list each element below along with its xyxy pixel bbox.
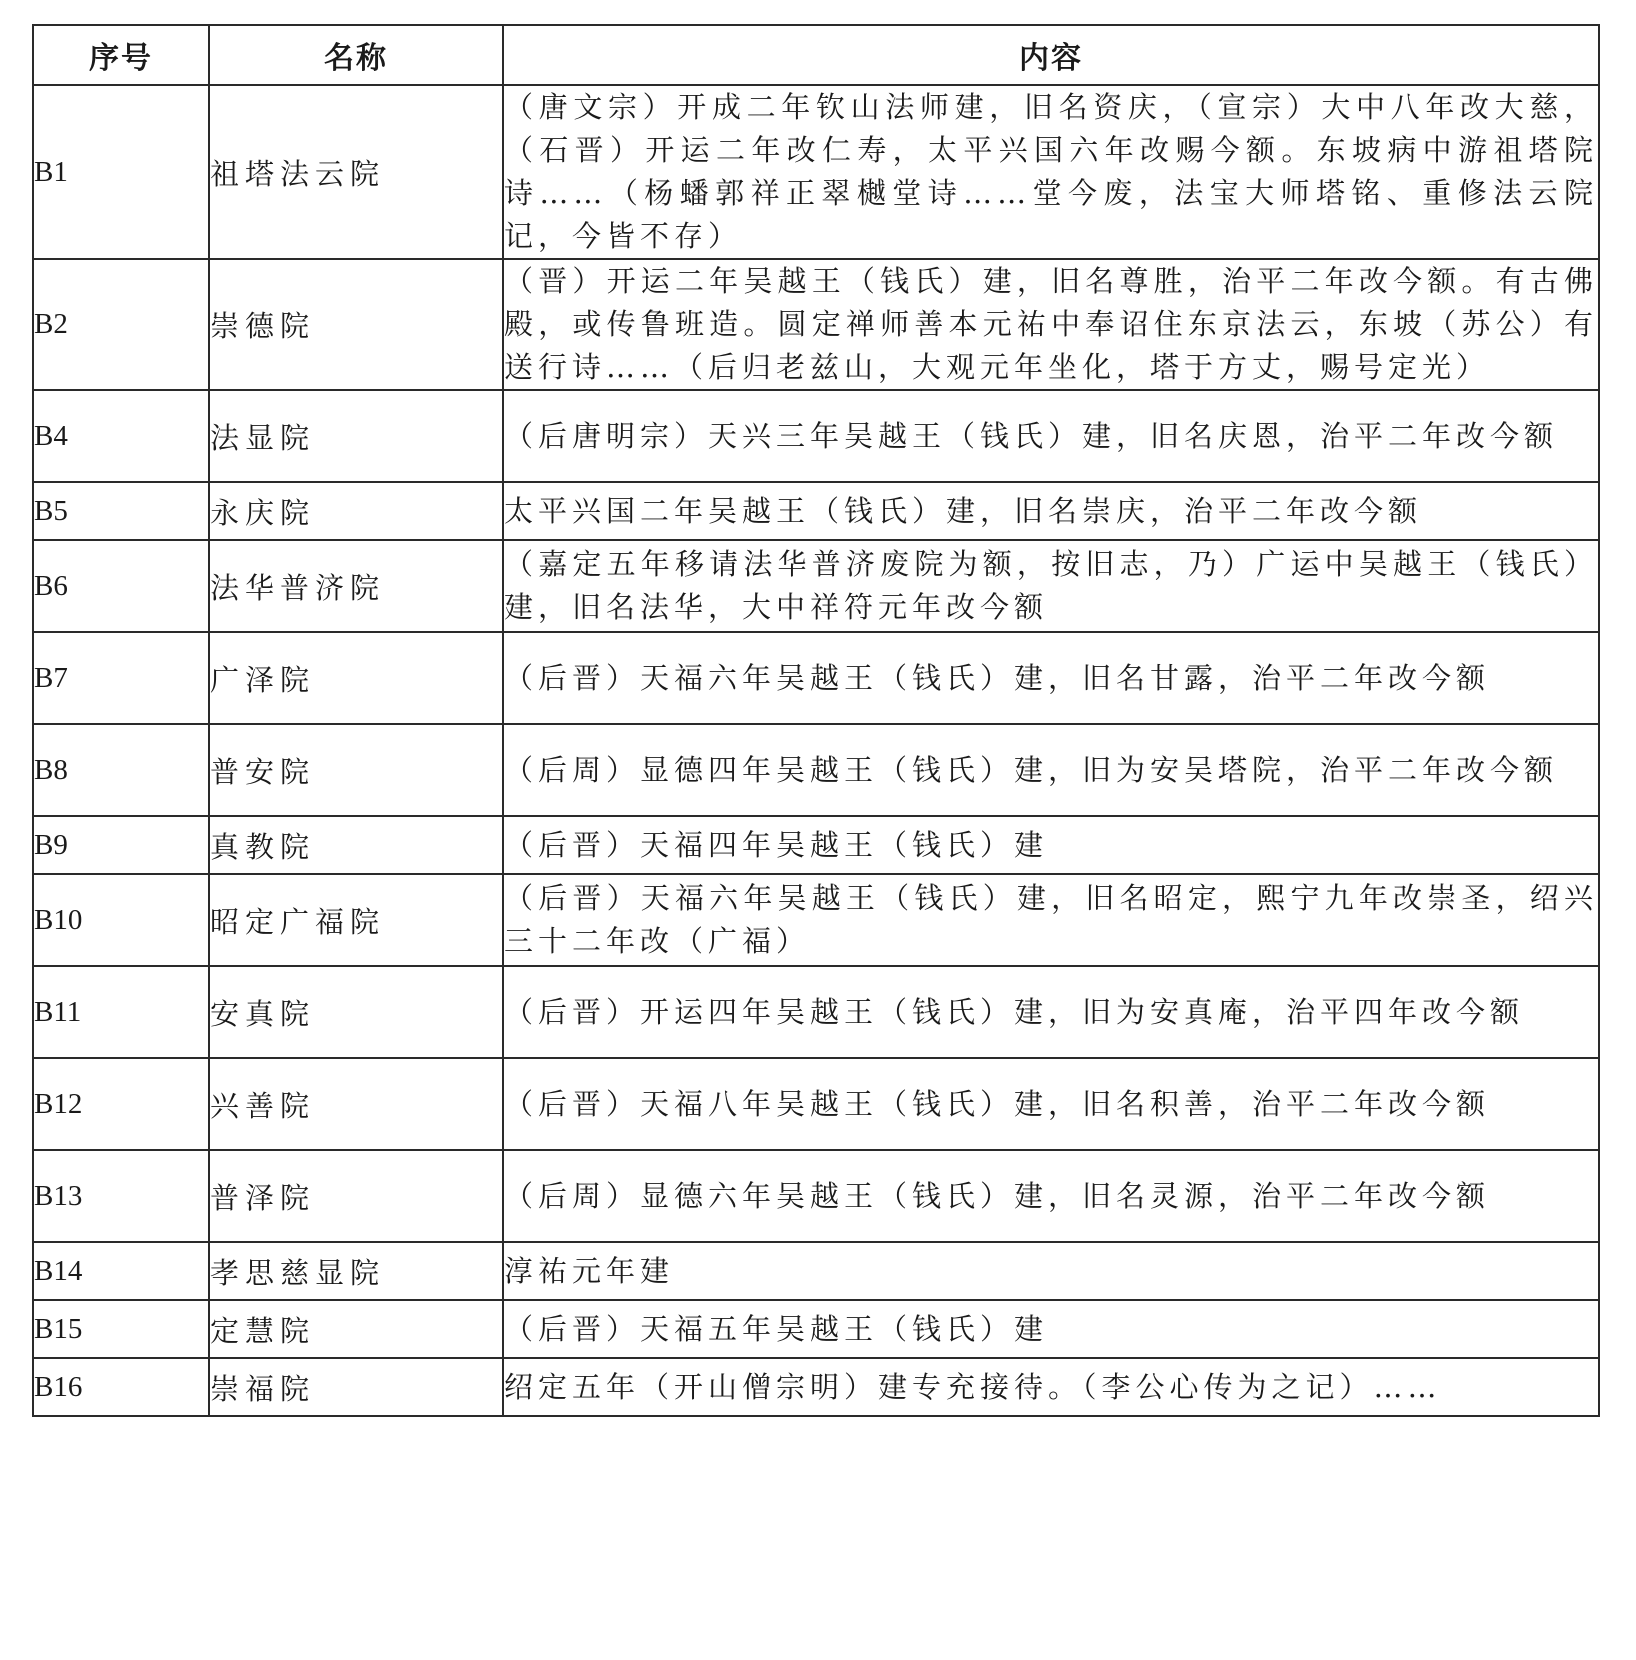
table-row bbox=[33, 966, 1599, 1058]
row-name: 永庆院 bbox=[209, 482, 503, 540]
row-content: 淳祐元年建 bbox=[503, 1242, 1599, 1300]
table-row bbox=[33, 1242, 1599, 1300]
row-id: B12 bbox=[33, 1058, 209, 1150]
row-content: （后晋）天福五年吴越王（钱氏）建 bbox=[503, 1300, 1599, 1358]
row-content: （后周）显德六年吴越王（钱氏）建，旧名灵源，治平二年改今额 bbox=[503, 1150, 1599, 1242]
row-content: （嘉定五年移请法华普济废院为额，按旧志，乃）广运中吴越王（钱氏）建，旧名法华，大中祥符元年改今额 bbox=[503, 540, 1599, 632]
row-name: 崇德院 bbox=[209, 259, 503, 390]
row-name: 兴善院 bbox=[209, 1058, 503, 1150]
row-id: B13 bbox=[33, 1150, 209, 1242]
row-content: （晋）开运二年吴越王（钱氏）建，旧名尊胜，治平二年改今额。有古佛殿，或传鲁班造。圆定禅师善本元祐中奉诏住东京法云，东坡（苏公）有送行诗……（后归老兹山，大观元年坐化，塔于方丈，赐号定光） bbox=[503, 259, 1599, 390]
table-row bbox=[33, 390, 1599, 482]
row-id: B2 bbox=[33, 259, 209, 390]
row-id: B11 bbox=[33, 966, 209, 1058]
row-content: （唐文宗）开成二年钦山法师建，旧名资庆，（宣宗）大中八年改大慈，（石晋）开运二年改仁寿，太平兴国六年改赐今额。东坡病中游祖塔院诗……（杨蟠郭祥正翠樾堂诗……堂今废，法宝大师塔铭、重修法云院记，今皆不存） bbox=[503, 85, 1599, 259]
row-name: 定慧院 bbox=[209, 1300, 503, 1358]
table-row bbox=[33, 724, 1599, 816]
table-row bbox=[33, 816, 1599, 874]
table-row bbox=[33, 259, 1599, 390]
row-id: B14 bbox=[33, 1242, 209, 1300]
row-name: 安真院 bbox=[209, 966, 503, 1058]
table-row bbox=[33, 1058, 1599, 1150]
row-name: 法显院 bbox=[209, 390, 503, 482]
row-name: 祖塔法云院 bbox=[209, 85, 503, 259]
table-row bbox=[33, 540, 1599, 632]
row-name: 普泽院 bbox=[209, 1150, 503, 1242]
row-id: B10 bbox=[33, 874, 209, 966]
temple-table bbox=[32, 24, 1600, 1417]
table-row bbox=[33, 85, 1599, 259]
row-id: B15 bbox=[33, 1300, 209, 1358]
row-content: （后晋）天福六年吴越王（钱氏）建，旧名甘露，治平二年改今额 bbox=[503, 632, 1599, 724]
row-name: 法华普济院 bbox=[209, 540, 503, 632]
header-content: 内容 bbox=[503, 25, 1599, 85]
row-name: 昭定广福院 bbox=[209, 874, 503, 966]
row-name: 普安院 bbox=[209, 724, 503, 816]
header-name: 名称 bbox=[209, 25, 503, 85]
row-content: 太平兴国二年吴越王（钱氏）建，旧名崇庆，治平二年改今额 bbox=[503, 482, 1599, 540]
row-id: B7 bbox=[33, 632, 209, 724]
row-name: 广泽院 bbox=[209, 632, 503, 724]
row-name: 孝思慈显院 bbox=[209, 1242, 503, 1300]
row-id: B9 bbox=[33, 816, 209, 874]
row-content: （后唐明宗）天兴三年吴越王（钱氏）建，旧名庆恩，治平二年改今额 bbox=[503, 390, 1599, 482]
row-id: B5 bbox=[33, 482, 209, 540]
row-id: B8 bbox=[33, 724, 209, 816]
table-row bbox=[33, 1300, 1599, 1358]
row-name: 崇福院 bbox=[209, 1358, 503, 1416]
row-id: B4 bbox=[33, 390, 209, 482]
row-id: B16 bbox=[33, 1358, 209, 1416]
row-content: （后晋）天福六年吴越王（钱氏）建，旧名昭定，熙宁九年改崇圣，绍兴三十二年改（广福） bbox=[503, 874, 1599, 966]
table-row bbox=[33, 1358, 1599, 1416]
row-content: （后晋）开运四年吴越王（钱氏）建，旧为安真庵，治平四年改今额 bbox=[503, 966, 1599, 1058]
row-name: 真教院 bbox=[209, 816, 503, 874]
row-content: （后晋）天福四年吴越王（钱氏）建 bbox=[503, 816, 1599, 874]
table-row bbox=[33, 874, 1599, 966]
table-row bbox=[33, 1150, 1599, 1242]
header-id: 序号 bbox=[33, 25, 209, 85]
table-header-row bbox=[33, 25, 1599, 85]
row-content: （后周）显德四年吴越王（钱氏）建，旧为安吴塔院，治平二年改今额 bbox=[503, 724, 1599, 816]
row-id: B1 bbox=[33, 85, 209, 259]
row-content: 绍定五年（开山僧宗明）建专充接待。（李公心传为之记）…… bbox=[503, 1358, 1599, 1416]
table-row bbox=[33, 632, 1599, 724]
row-id: B6 bbox=[33, 540, 209, 632]
table-row bbox=[33, 482, 1599, 540]
row-content: （后晋）天福八年吴越王（钱氏）建，旧名积善，治平二年改今额 bbox=[503, 1058, 1599, 1150]
